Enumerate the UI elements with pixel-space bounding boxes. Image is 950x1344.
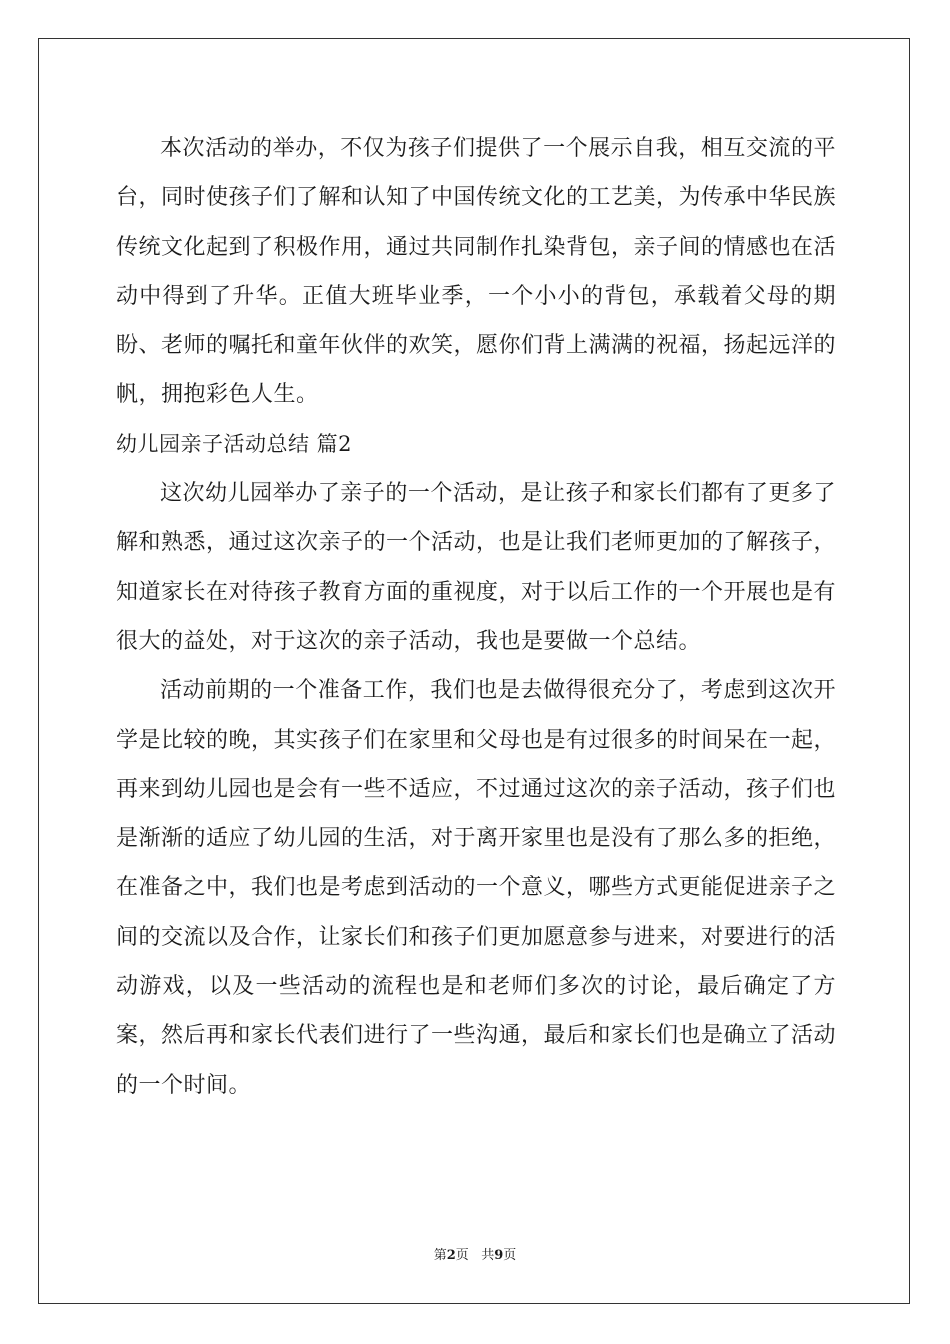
page-prefix: 第: [433, 1248, 447, 1263]
paragraph: 这次幼儿园举办了亲子的一个活动，是让孩子和家长们都有了更多了解和熟悉，通过这次亲子的一个活动，也是让我们老师更加的了解孩子，知道家长在对待孩子教育方面的重视度，对于以后工作的一个开展也是有很大的益处，对于这次的亲子活动，我也是要做一个总结。: [116, 481, 837, 654]
paragraph: 本次活动的举办，不仅为孩子们提供了一个展示自我，相互交流的平台，同时使孩子们了解和认知了中国传统文化的工艺美，为传承中华民族传统文化起到了积极作用，通过共同制作扎染背包，亲子间的情感也在活动中得到了升华。正值大班毕业季，一个小小的背包，承载着父母的期盼、老师的嘱托和童年伙伴的欢笑，愿你们背上满满的祝福，扬起远洋的帆，拥抱彩色人生。: [116, 136, 837, 408]
document-body: [116, 124, 836, 1110]
total-pages-number: 9: [494, 1248, 504, 1263]
total-prefix: 共: [481, 1248, 495, 1263]
page-footer: [0, 1246, 950, 1266]
current-page-number: 2: [446, 1248, 456, 1263]
page-suffix: 页: [455, 1248, 469, 1263]
paragraph: 活动前期的一个准备工作，我们也是去做得很充分了，考虑到这次开学是比较的晚，其实孩子们在家里和父母也是有过很多的时间呆在一起，再来到幼儿园也是会有一些不适应，不过通过这次的亲子活动，孩子们也是渐渐的适应了幼儿园的生活，对于离开家里也是没有了那么多的拒绝，在准备之中，我们也是考虑到活动的一个意义，哪些方式更能促进亲子之间的交流以及合作，让家长们和孩子们更加愿意参与进来，对要进行的活动游戏，以及一些活动的流程也是和老师们多次的讨论，最后确定了方案，然后再和家长代表们进行了一些沟通，最后和家长们也是确立了活动的一个时间。: [116, 678, 837, 1098]
section-heading: 幼儿园亲子活动总结 篇2: [116, 431, 353, 456]
total-suffix: 页: [503, 1248, 517, 1263]
